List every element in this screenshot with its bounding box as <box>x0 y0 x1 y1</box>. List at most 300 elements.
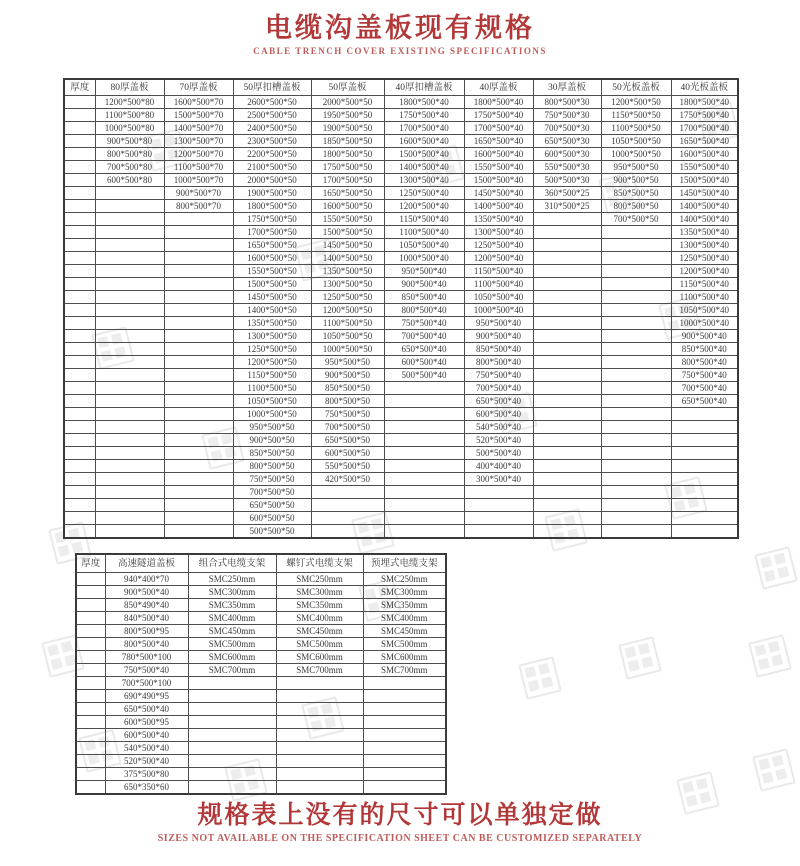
spec-cell <box>601 460 671 473</box>
spec-cell <box>276 716 363 729</box>
spec-cell: 750*500*30 <box>533 109 601 122</box>
spec-cell <box>533 343 601 356</box>
spec-cell: 1050*500*40 <box>464 291 533 304</box>
spec-cell: 950*500*50 <box>311 356 384 369</box>
column-header: 预埋式电缆支架 <box>363 554 446 573</box>
spec-cell <box>64 343 95 356</box>
spec-cell <box>164 460 233 473</box>
spec-cell: 1150*500*50 <box>601 109 671 122</box>
spec-cell <box>164 343 233 356</box>
spec-cell <box>601 278 671 291</box>
spec-cell: 1300*500*50 <box>233 330 311 343</box>
column-header: 40光板盖板 <box>671 79 738 96</box>
spec-cell: 700*500*40 <box>464 382 533 395</box>
spec-cell: 550*500*50 <box>311 460 384 473</box>
spec-cell: 1900*500*50 <box>311 122 384 135</box>
spec-cell: 800*500*30 <box>533 96 601 109</box>
spec-cell <box>601 330 671 343</box>
table-row <box>64 395 738 408</box>
spec-cell: 900*500*40 <box>464 330 533 343</box>
spec-cell: 1500*500*40 <box>671 174 738 187</box>
table-row <box>64 421 738 434</box>
spec-cell <box>533 291 601 304</box>
spec-cell <box>601 421 671 434</box>
spec-cell: 850*500*50 <box>311 382 384 395</box>
table-row <box>64 174 738 187</box>
spec-cell: 940*400*70 <box>105 573 188 586</box>
spec-cell <box>533 421 601 434</box>
spec-cell <box>276 755 363 768</box>
spec-cell <box>601 343 671 356</box>
spec-cell: 1400*500*40 <box>671 213 738 226</box>
spec-cell: 1800*500*40 <box>671 96 738 109</box>
spec-cell: SMC250mm <box>188 573 276 586</box>
spec-cell <box>95 291 164 304</box>
spec-cell: 950*500*50 <box>233 421 311 434</box>
spec-cell <box>95 226 164 239</box>
spec-cell: 1200*500*80 <box>95 96 164 109</box>
table-row <box>64 473 738 486</box>
spec-cell: 375*500*80 <box>105 768 188 781</box>
spec-cell <box>533 265 601 278</box>
spec-cell <box>601 356 671 369</box>
spec-cell <box>95 356 164 369</box>
spec-cell: 1200*500*70 <box>164 148 233 161</box>
spec-cell: 1750*500*40 <box>464 109 533 122</box>
spec-cell: 1600*500*50 <box>233 252 311 265</box>
spec-cell: SMC450mm <box>363 625 446 638</box>
spec-cell: 1150*500*40 <box>671 278 738 291</box>
spec-cell: 1500*500*40 <box>464 174 533 187</box>
spec-cell: 1100*500*80 <box>95 109 164 122</box>
spec-cell: 750*500*50 <box>311 408 384 421</box>
spec-cell <box>363 690 446 703</box>
column-header: 50厚盖板 <box>311 79 384 96</box>
spec-cell: 1400*500*40 <box>671 200 738 213</box>
spec-cell: 600*500*50 <box>233 512 311 525</box>
spec-cell: 1300*500*40 <box>384 174 464 187</box>
spec-cell: 650*500*30 <box>533 135 601 148</box>
spec-cell <box>601 226 671 239</box>
table-row <box>64 460 738 473</box>
support-spec-table <box>75 553 447 795</box>
column-header: 厚度 <box>76 554 105 573</box>
spec-cell: 1500*500*40 <box>384 148 464 161</box>
spec-cell <box>601 317 671 330</box>
spec-cell <box>533 395 601 408</box>
spec-cell: 2400*500*50 <box>233 122 311 135</box>
spec-cell: 800*500*50 <box>311 395 384 408</box>
table-row <box>64 161 738 174</box>
spec-cell: 520*500*40 <box>105 755 188 768</box>
spec-cell: SMC300mm <box>363 586 446 599</box>
spec-cell <box>384 447 464 460</box>
spec-cell: SMC350mm <box>188 599 276 612</box>
spec-cell: 1650*500*50 <box>311 187 384 200</box>
spec-cell <box>64 330 95 343</box>
spec-cell: 950*500*40 <box>384 265 464 278</box>
spec-cell <box>533 512 601 525</box>
column-header: 厚度 <box>64 79 95 96</box>
table-row <box>64 356 738 369</box>
spec-cell <box>533 499 601 512</box>
spec-cell: SMC350mm <box>276 599 363 612</box>
spec-cell <box>164 525 233 539</box>
spec-cell: 1400*500*40 <box>464 200 533 213</box>
header-row <box>64 79 738 96</box>
table-row <box>64 382 738 395</box>
spec-cell: 500*500*40 <box>464 447 533 460</box>
spec-cell: 540*500*40 <box>464 421 533 434</box>
spec-cell <box>464 499 533 512</box>
spec-cell <box>601 252 671 265</box>
spec-cell: 1600*500*40 <box>384 135 464 148</box>
table-row <box>64 239 738 252</box>
spec-cell <box>95 265 164 278</box>
spec-cell <box>76 638 105 651</box>
spec-cell <box>601 473 671 486</box>
spec-cell: 1000*500*40 <box>464 304 533 317</box>
table-row <box>64 369 738 382</box>
spec-cell: 950*500*40 <box>464 317 533 330</box>
spec-cell <box>188 677 276 690</box>
spec-cell <box>601 291 671 304</box>
spec-cell: 1750*500*40 <box>384 109 464 122</box>
spec-cell: 2000*500*50 <box>233 174 311 187</box>
spec-cell <box>95 252 164 265</box>
spec-cell <box>363 729 446 742</box>
spec-cell: SMC700mm <box>363 664 446 677</box>
spec-cell: 1350*500*40 <box>464 213 533 226</box>
spec-cell <box>64 200 95 213</box>
spec-cell <box>384 382 464 395</box>
spec-cell: 1600*500*70 <box>164 96 233 109</box>
spec-cell <box>64 122 95 135</box>
spec-cell <box>64 187 95 200</box>
spec-cell: 1050*500*40 <box>384 239 464 252</box>
spec-cell <box>76 625 105 638</box>
spec-cell <box>64 161 95 174</box>
spec-cell: 1000*500*80 <box>95 122 164 135</box>
spec-cell <box>164 356 233 369</box>
spec-cell <box>64 512 95 525</box>
spec-cell: 900*500*70 <box>164 187 233 200</box>
spec-cell <box>363 768 446 781</box>
spec-cell: 1000*500*40 <box>384 252 464 265</box>
spec-cell: 1050*500*40 <box>671 304 738 317</box>
spec-cell <box>164 473 233 486</box>
spec-cell <box>464 525 533 539</box>
spec-cell: 1600*500*40 <box>464 148 533 161</box>
spec-cell: 2100*500*50 <box>233 161 311 174</box>
spec-cell: 1800*500*40 <box>464 96 533 109</box>
main-spec-table <box>63 78 739 539</box>
spec-cell <box>533 356 601 369</box>
spec-cell: 500*500*40 <box>384 369 464 382</box>
spec-cell <box>64 96 95 109</box>
page-title <box>0 14 800 56</box>
column-header: 40厚盖板 <box>464 79 533 96</box>
spec-cell: 750*500*50 <box>233 473 311 486</box>
spec-cell: 900*500*40 <box>105 586 188 599</box>
spec-cell <box>601 486 671 499</box>
table-row <box>64 447 738 460</box>
spec-cell <box>164 265 233 278</box>
spec-cell: 1150*500*50 <box>233 369 311 382</box>
spec-cell <box>76 586 105 599</box>
spec-cell: 1100*500*50 <box>601 122 671 135</box>
spec-cell: 1450*500*40 <box>464 187 533 200</box>
spec-cell <box>95 213 164 226</box>
spec-cell: 700*500*100 <box>105 677 188 690</box>
table-row <box>64 187 738 200</box>
spec-cell: 1500*500*50 <box>311 226 384 239</box>
spec-cell <box>164 512 233 525</box>
spec-cell <box>95 343 164 356</box>
spec-cell: 360*500*25 <box>533 187 601 200</box>
column-header: 40厚扣槽盖板 <box>384 79 464 96</box>
spec-cell <box>95 447 164 460</box>
table-row <box>76 781 446 795</box>
spec-cell <box>164 369 233 382</box>
spec-cell: SMC400mm <box>188 612 276 625</box>
spec-cell <box>64 395 95 408</box>
spec-cell: 1650*500*40 <box>671 135 738 148</box>
spec-cell <box>164 330 233 343</box>
spec-cell: 750*500*40 <box>384 317 464 330</box>
spec-cell: 1550*500*40 <box>464 161 533 174</box>
spec-cell: 700*500*40 <box>384 330 464 343</box>
spec-cell <box>671 434 738 447</box>
spec-cell <box>384 421 464 434</box>
spec-cell: 650*500*40 <box>671 395 738 408</box>
footer-chinese: 规格表上没有的尺寸可以单独定做 <box>197 802 603 829</box>
spec-cell: 1450*500*50 <box>311 239 384 252</box>
spec-cell: 650*500*50 <box>233 499 311 512</box>
spec-cell: 600*500*95 <box>105 716 188 729</box>
spec-cell <box>384 395 464 408</box>
watermark-stamp <box>618 636 662 680</box>
spec-cell <box>276 742 363 755</box>
spec-cell <box>671 499 738 512</box>
spec-cell <box>311 512 384 525</box>
spec-cell <box>95 408 164 421</box>
spec-cell: 1850*500*50 <box>311 135 384 148</box>
watermark-stamp <box>754 546 798 590</box>
spec-cell: 700*500*30 <box>533 122 601 135</box>
spec-cell <box>64 408 95 421</box>
column-header: 50光板盖板 <box>601 79 671 96</box>
spec-cell: SMC450mm <box>276 625 363 638</box>
spec-cell: SMC600mm <box>188 651 276 664</box>
spec-cell <box>76 690 105 703</box>
spec-cell: 650*500*40 <box>384 343 464 356</box>
spec-cell <box>164 408 233 421</box>
table-row <box>64 122 738 135</box>
spec-cell <box>64 356 95 369</box>
table-row <box>76 599 446 612</box>
spec-cell <box>64 239 95 252</box>
spec-cell: SMC400mm <box>363 612 446 625</box>
spec-cell <box>533 525 601 539</box>
spec-cell <box>164 486 233 499</box>
spec-cell: 1150*500*40 <box>464 265 533 278</box>
spec-cell <box>64 135 95 148</box>
spec-cell: 700*500*50 <box>601 213 671 226</box>
spec-cell: 1000*500*50 <box>601 148 671 161</box>
spec-cell: 1200*500*50 <box>311 304 384 317</box>
spec-cell <box>601 499 671 512</box>
table-row <box>64 291 738 304</box>
spec-cell: 1000*500*40 <box>671 317 738 330</box>
spec-cell <box>164 239 233 252</box>
spec-cell <box>671 473 738 486</box>
table-row <box>76 573 446 586</box>
spec-cell: 1400*500*40 <box>384 161 464 174</box>
spec-cell <box>188 729 276 742</box>
spec-cell: 2000*500*50 <box>311 96 384 109</box>
spec-cell: SMC250mm <box>363 573 446 586</box>
spec-cell: 1050*500*50 <box>233 395 311 408</box>
spec-cell <box>363 742 446 755</box>
spec-cell: 1350*500*50 <box>233 317 311 330</box>
spec-cell: 1400*500*70 <box>164 122 233 135</box>
spec-cell: 1700*500*40 <box>384 122 464 135</box>
spec-cell <box>76 716 105 729</box>
spec-cell: 800*500*40 <box>105 638 188 651</box>
spec-cell: 2200*500*50 <box>233 148 311 161</box>
spec-cell <box>164 395 233 408</box>
spec-cell: 1250*500*40 <box>384 187 464 200</box>
table-row <box>76 742 446 755</box>
table-row <box>76 677 446 690</box>
spec-cell <box>533 369 601 382</box>
spec-cell: 950*500*50 <box>601 161 671 174</box>
spec-cell: 520*500*40 <box>464 434 533 447</box>
spec-cell: 1100*500*40 <box>384 226 464 239</box>
spec-cell <box>64 252 95 265</box>
spec-cell <box>164 317 233 330</box>
spec-cell <box>76 651 105 664</box>
column-header: 螺钉式电缆支架 <box>276 554 363 573</box>
spec-cell: 1000*500*50 <box>311 343 384 356</box>
column-header: 80厚盖板 <box>95 79 164 96</box>
watermark-stamp <box>518 656 562 700</box>
spec-cell: 650*350*60 <box>105 781 188 795</box>
spec-cell: 1650*500*40 <box>464 135 533 148</box>
spec-cell <box>188 716 276 729</box>
spec-cell: 1950*500*50 <box>311 109 384 122</box>
column-header: 50厚扣槽盖板 <box>233 79 311 96</box>
spec-cell <box>276 781 363 795</box>
spec-cell <box>601 382 671 395</box>
table-row <box>64 265 738 278</box>
spec-cell <box>64 525 95 539</box>
spec-cell <box>76 599 105 612</box>
spec-cell: 900*500*80 <box>95 135 164 148</box>
table-row <box>64 278 738 291</box>
table-row <box>64 226 738 239</box>
spec-cell: 1700*500*40 <box>671 122 738 135</box>
spec-cell: 1300*500*70 <box>164 135 233 148</box>
spec-cell: 1550*500*50 <box>311 213 384 226</box>
spec-cell <box>64 265 95 278</box>
spec-cell: 1000*500*50 <box>233 408 311 421</box>
spec-cell: SMC500mm <box>276 638 363 651</box>
table-row <box>76 586 446 599</box>
spec-cell: 1300*500*40 <box>671 239 738 252</box>
spec-cell: SMC400mm <box>276 612 363 625</box>
table-row <box>64 499 738 512</box>
spec-cell <box>311 525 384 539</box>
spec-cell: 900*500*40 <box>384 278 464 291</box>
table-row <box>64 252 738 265</box>
spec-cell <box>64 447 95 460</box>
spec-cell: 1200*500*50 <box>601 96 671 109</box>
spec-cell: 700*500*50 <box>311 421 384 434</box>
spec-cell <box>533 447 601 460</box>
spec-cell: 1400*500*50 <box>311 252 384 265</box>
spec-cell: 1700*500*40 <box>464 122 533 135</box>
spec-cell: 600*500*80 <box>95 174 164 187</box>
table-row <box>76 625 446 638</box>
spec-cell: 1000*500*70 <box>164 174 233 187</box>
spec-cell <box>164 447 233 460</box>
spec-cell: 1450*500*40 <box>671 187 738 200</box>
spec-cell: 800*500*40 <box>464 356 533 369</box>
spec-cell <box>533 304 601 317</box>
spec-cell <box>188 781 276 795</box>
spec-cell: 750*500*40 <box>671 369 738 382</box>
spec-cell <box>671 421 738 434</box>
spec-cell: SMC700mm <box>188 664 276 677</box>
spec-cell <box>95 460 164 473</box>
spec-cell <box>601 369 671 382</box>
spec-cell <box>64 382 95 395</box>
column-header: 30厚盖板 <box>533 79 601 96</box>
spec-cell <box>64 226 95 239</box>
spec-cell: 1400*500*50 <box>233 304 311 317</box>
spec-cell <box>363 703 446 716</box>
spec-cell <box>533 239 601 252</box>
spec-cell <box>64 291 95 304</box>
table-row <box>64 213 738 226</box>
spec-cell: 800*500*40 <box>384 304 464 317</box>
spec-cell: 700*500*50 <box>233 486 311 499</box>
spec-cell: 1750*500*40 <box>671 109 738 122</box>
spec-cell <box>601 395 671 408</box>
spec-cell <box>95 434 164 447</box>
spec-cell <box>95 382 164 395</box>
spec-cell <box>671 486 738 499</box>
spec-cell: 1900*500*50 <box>233 187 311 200</box>
spec-cell: 600*500*30 <box>533 148 601 161</box>
spec-cell <box>76 742 105 755</box>
spec-cell: 800*500*50 <box>601 200 671 213</box>
table-row <box>64 525 738 539</box>
spec-cell <box>95 421 164 434</box>
spec-cell: 1250*500*40 <box>671 252 738 265</box>
spec-cell <box>276 677 363 690</box>
spec-cell <box>64 486 95 499</box>
spec-cell: 800*500*95 <box>105 625 188 638</box>
spec-cell <box>95 473 164 486</box>
spec-cell: 300*500*40 <box>464 473 533 486</box>
spec-cell <box>76 768 105 781</box>
spec-cell: 1200*500*50 <box>233 356 311 369</box>
spec-cell <box>76 664 105 677</box>
spec-cell <box>95 239 164 252</box>
